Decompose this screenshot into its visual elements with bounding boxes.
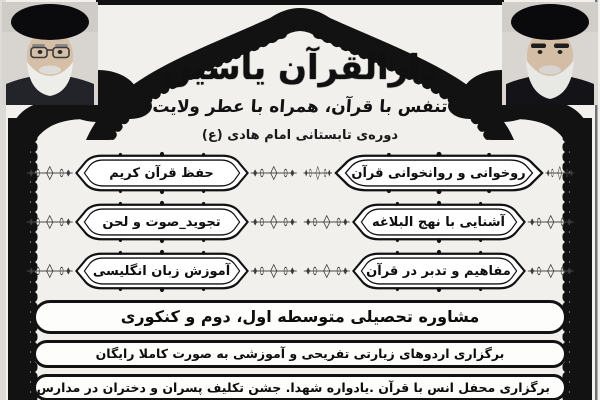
program-pill: برگزاری محفل انس با قرآن .یادواره شهدا. جشن تکلیف پسران و دختران در مدارس	[33, 374, 567, 400]
ornament-divider-icon	[545, 162, 575, 184]
course-label: تجوید_صوت و لحن	[102, 214, 221, 230]
program-pill: مشاوره تحصیلی متوسطه اول، دوم و کنکوری	[33, 300, 567, 334]
cleric-illustration	[502, 2, 598, 105]
leader-portrait-left	[2, 2, 98, 105]
ornament-divider-icon	[250, 162, 298, 184]
ornament-divider-icon	[527, 211, 575, 233]
course-label: روخوانی و روانخوانی قرآن	[351, 165, 526, 181]
ornament-divider-icon	[303, 260, 351, 282]
ornament-divider-icon	[303, 162, 333, 184]
poster-subtitle: تنفس با قرآن، همراه با عطر ولایت	[151, 97, 449, 117]
course-badge	[351, 249, 527, 293]
course-row	[26, 150, 297, 196]
course-row	[303, 150, 574, 196]
course-column-right	[303, 150, 574, 294]
poster-title: دارالقرآن یاسین	[162, 48, 438, 88]
course-column-left	[26, 150, 297, 294]
course-badge	[74, 249, 250, 293]
ornament-divider-icon	[26, 162, 74, 184]
course-label: حفظ قرآن کریم	[109, 165, 214, 181]
course-badge	[351, 200, 527, 244]
ornament-divider-icon	[26, 260, 74, 282]
ornament-divider-icon	[527, 260, 575, 282]
ornament-divider-icon	[26, 211, 74, 233]
ornament-divider-icon	[250, 211, 298, 233]
course-row	[26, 199, 297, 245]
leader-portrait-right	[502, 2, 598, 105]
course-badge	[74, 151, 250, 195]
course-list	[26, 150, 574, 294]
course-badge	[74, 200, 250, 244]
summer-course-line: دوره‌ی تابستانی امام هادی (ع)	[201, 128, 399, 143]
course-row	[26, 248, 297, 294]
course-label: مفاهیم و تدبر در قرآن	[366, 263, 511, 279]
cleric-with-glasses-illustration	[2, 2, 98, 105]
course-row	[303, 199, 574, 245]
course-label: آموزش زبان انگلیسی	[92, 263, 231, 279]
course-label: آشنایی با نهج البلاغه	[372, 214, 505, 230]
ornament-divider-icon	[303, 211, 351, 233]
course-badge	[333, 151, 545, 195]
program-list	[33, 300, 567, 400]
course-row	[303, 248, 574, 294]
ornament-divider-icon	[250, 260, 298, 282]
program-pill: برگزاری اردوهای زیارتی تفریحی و آموزشی به صورت کاملا رایگان	[33, 340, 567, 368]
